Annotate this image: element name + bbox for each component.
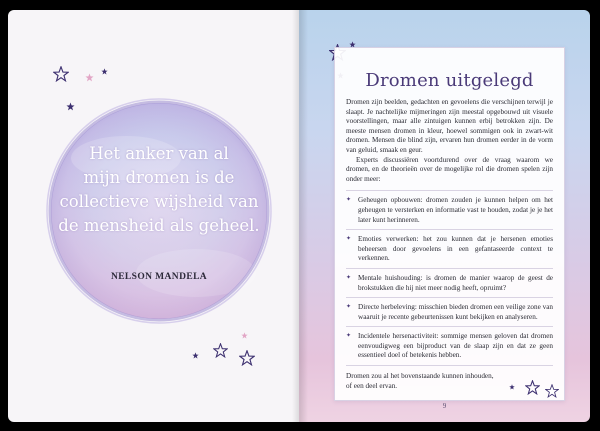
list-item [346, 268, 553, 297]
star-icon [239, 350, 255, 366]
star-icon [53, 66, 69, 82]
closing-line: of een deel ervan. [346, 381, 398, 390]
list-item-text: Mentale huishouding: is dromen de manier waarop de geest de brokstukken die hij niet meer nodig heeft, opruimt? [358, 273, 553, 292]
quote-circle [46, 98, 272, 324]
star-icon [85, 73, 94, 82]
star-bullet-icon: ✦ [346, 197, 352, 204]
star-bullet-icon: ✦ [346, 274, 352, 281]
star-icon [509, 384, 515, 390]
intro-paragraph: Dromen zijn beelden, gedachten en gevoelens die verschijnen terwijl je slaapt. Je nachtelijke mijmeringen zijn meestal opgebouwd uit visuele voorstellingen, maar alle zintuigen kunnen erbij betrokken zijn. De meeste mensen dromen in kleur, hoewel sommigen ook in zwart-wit dromen. Mensen die blind zijn, ervaren hun dromen eerder in de vorm van geluid, smaak en geur. [346, 98, 553, 154]
star-bullet-icon: ✦ [346, 333, 352, 340]
list-item [346, 190, 553, 229]
left-page [8, 10, 299, 422]
star-bullet-icon: ✦ [346, 236, 352, 243]
text-card [334, 47, 565, 401]
list-item [346, 326, 553, 366]
list-item [346, 229, 553, 268]
quote-line: Het anker van al [89, 144, 229, 163]
star-icon [192, 352, 199, 359]
star-icon [241, 332, 248, 339]
closing-line: Dromen zou al het bovenstaande kunnen inhouden, [346, 372, 494, 381]
list-item-text: Emoties verwerken: het zou kunnen dat je hersenen emoties beheersen door gevoelens in een gefantaseerde context te verkennen. [358, 235, 553, 263]
star-bullet-icon: ✦ [346, 304, 352, 311]
star-icon [101, 68, 108, 75]
right-page [299, 10, 590, 422]
list-item-text: Geheugen opbouwen: dromen zouden je kunnen helpen om het geheugen te versterken en informatie vast te houden, zodat je je het later kunt herinneren. [358, 196, 553, 224]
closing-paragraph [346, 372, 553, 391]
quote-author: NELSON MANDELA [110, 272, 208, 282]
list-item-text: Directe herbeleving: misschien bieden dromen een veilige zone van waaruit je recente gebeurtenissen kunt bekijken en analyseren. [358, 303, 553, 321]
quote-line: mijn dromen is de [83, 168, 235, 187]
star-icon [213, 343, 228, 358]
quote-line: de mensheid als geheel. [58, 216, 260, 235]
theory-list [346, 190, 553, 366]
page-title: Dromen uitgelegd [365, 70, 534, 91]
page-number: 9 [442, 402, 447, 410]
body-text [346, 98, 553, 391]
quote-line: collectieve wijsheid van [59, 192, 259, 211]
star-icon [525, 380, 540, 395]
book-spread [8, 10, 590, 422]
star-icon [545, 384, 559, 398]
list-item-text: Incidentele hersenactiviteit: sommige mensen geloven dat dromen eenvoudigweg een bijproduct van de slaap zijn en dat ze geen essentieel doel of betekenis hebben. [358, 332, 553, 360]
list-item [346, 297, 553, 326]
quote-text [46, 142, 272, 238]
intro-paragraph-2: Experts discussiëren voortdurend over de vraag waarom we dromen, en de theorieën over de mogelijke rol die dromen spelen zijn onder meer: [346, 155, 553, 183]
